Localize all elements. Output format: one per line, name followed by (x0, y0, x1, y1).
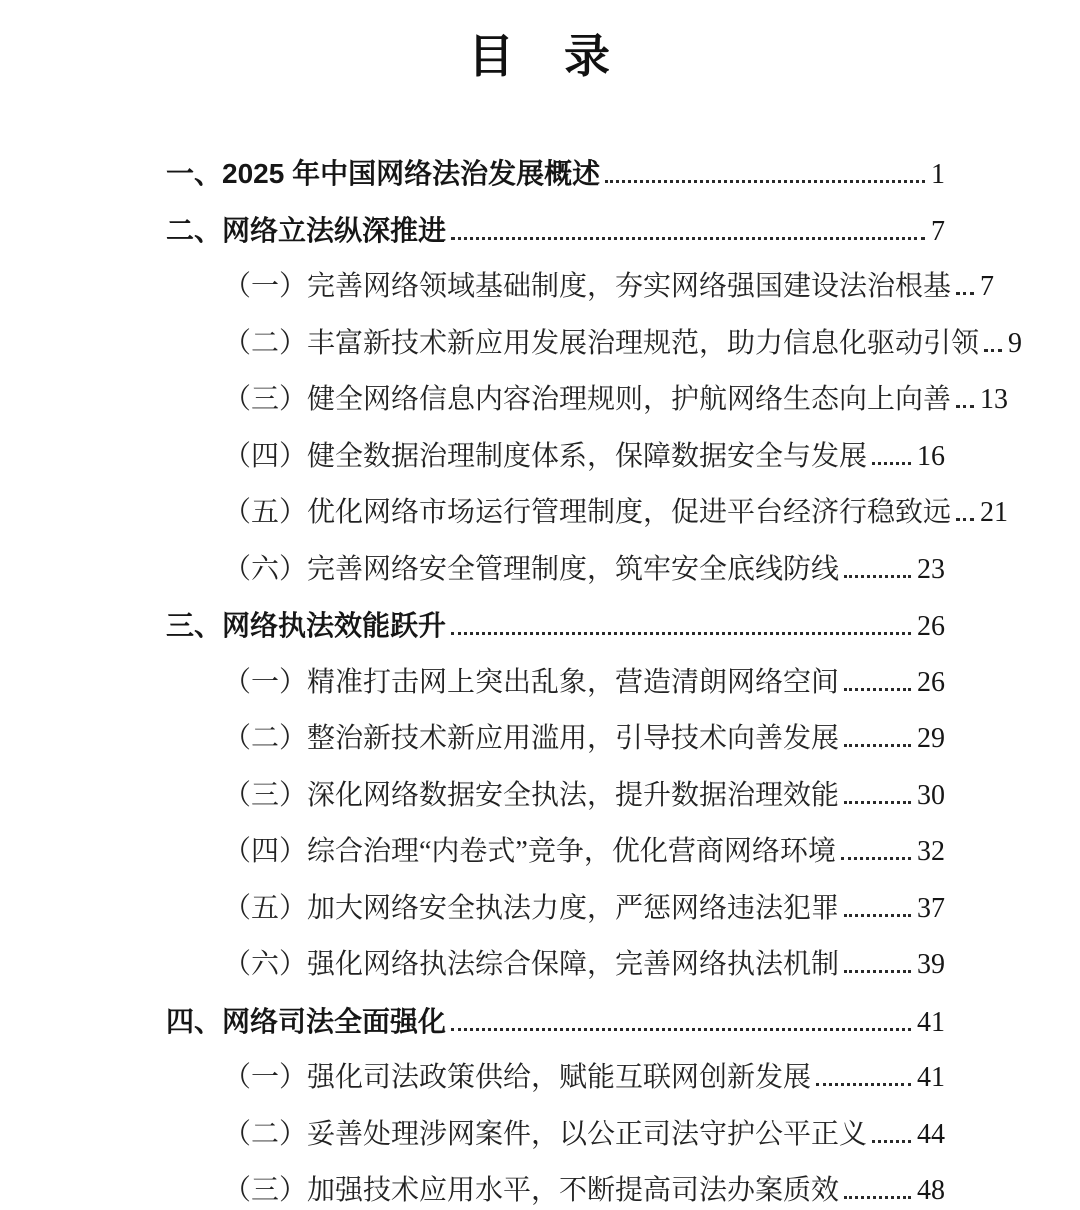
toc-entry[interactable] (166, 203, 945, 260)
page-title: 目 录 (468, 30, 612, 82)
dot-leader-icon (872, 462, 911, 465)
toc-entry-page: 7 (931, 215, 945, 247)
toc-entry-label: 二、网络立法纵深推进 (166, 214, 447, 246)
toc-entry[interactable] (166, 1050, 945, 1107)
toc-entry[interactable] (166, 372, 1009, 429)
toc-entry-page: 23 (917, 553, 945, 585)
toc-entry-label: （三）深化网络数据安全执法，提升数据治理效能 (223, 779, 840, 811)
dot-leader-icon (816, 1083, 911, 1086)
toc-entry-page: 39 (917, 949, 945, 980)
dot-leader-icon (844, 688, 911, 691)
toc-entry[interactable] (166, 994, 945, 1051)
toc-entry-page: 7 (980, 271, 995, 302)
dot-leader-icon (956, 405, 974, 408)
dot-leader-icon (605, 180, 925, 183)
toc-entry-page: 26 (917, 611, 945, 642)
toc-entry-label: （一）强化司法政策供给，赋能互联网创新发展 (223, 1062, 812, 1093)
toc-entry[interactable] (166, 655, 945, 712)
toc-entry-label: （二）妥善处理涉网案件，以公正司法守护公平正义 (223, 1118, 868, 1150)
toc-entry-page: 26 (917, 666, 945, 698)
toc-entry-label: （三）健全网络信息内容治理规则，护航网络生态向上向善 (223, 384, 952, 415)
toc-entry-page: 30 (917, 779, 945, 811)
toc-entry-page: 41 (917, 1062, 945, 1093)
dot-leader-icon (844, 970, 911, 973)
dot-leader-icon (844, 1196, 911, 1199)
toc-entry-label: 四、网络司法全面强化 (166, 1005, 447, 1037)
dot-leader-icon (844, 744, 911, 747)
dot-leader-icon (451, 237, 925, 240)
dot-leader-icon (844, 801, 911, 804)
toc-entry[interactable] (166, 259, 995, 316)
dot-leader-icon (956, 292, 974, 295)
toc-entry-label: （五）优化网络市场运行管理制度，促进平台经济行稳致远 (223, 497, 952, 528)
toc-entry-label: （四）综合治理“内卷式”竞争，优化营商网络环境 (223, 836, 836, 867)
toc-entry-label: 三、网络执法效能跃升 (166, 610, 447, 641)
toc-entry-label: （三）加强技术应用水平，不断提高司法办案质效 (223, 1175, 840, 1206)
toc-entry-page: 37 (917, 892, 945, 924)
dot-leader-icon (841, 857, 911, 860)
dot-leader-icon (956, 518, 974, 521)
dot-leader-icon (451, 1028, 911, 1031)
toc-entry-page: 16 (917, 440, 945, 472)
toc-entry-label: （五）加大网络安全执法力度，严惩网络违法犯罪 (223, 892, 840, 924)
toc-entry-label: （一）完善网络领域基础制度，夯实网络强国建设法治根基 (223, 271, 952, 302)
toc-entry-label: （六）强化网络执法综合保障，完善网络执法机制 (223, 949, 840, 980)
toc-entry-label: （二）整治新技术新应用滥用，引导技术向善发展 (223, 723, 840, 754)
toc-entry[interactable] (166, 937, 945, 994)
dot-leader-icon (872, 1140, 911, 1143)
toc-entry[interactable] (166, 146, 945, 203)
toc-entry[interactable] (166, 598, 945, 655)
toc-entry-page: 21 (980, 497, 1009, 528)
toc-entry-page: 29 (917, 723, 945, 754)
dot-leader-icon (984, 349, 1002, 352)
toc-entry-label: （一）精准打击网上突出乱象，营造清朗网络空间 (223, 666, 840, 698)
toc-entry[interactable] (166, 1163, 945, 1210)
toc-entry[interactable] (166, 711, 945, 768)
toc-entry-page: 1 (931, 159, 945, 190)
toc-list (166, 146, 1023, 1210)
toc-entry-page: 9 (1008, 327, 1023, 359)
toc-entry[interactable] (166, 824, 945, 881)
toc-entry[interactable] (166, 768, 945, 825)
toc-entry[interactable] (166, 485, 1009, 542)
toc-entry-page: 44 (917, 1118, 945, 1150)
toc-entry-page: 41 (917, 1006, 945, 1038)
toc-entry-page: 48 (917, 1175, 945, 1206)
toc-entry-label: 一、2025 年中国网络法治发展概述 (166, 158, 601, 189)
toc-entry-label: （六）完善网络安全管理制度，筑牢安全底线防线 (223, 553, 840, 585)
toc-entry[interactable] (166, 881, 945, 938)
toc-entry[interactable] (166, 429, 945, 486)
dot-leader-icon (844, 914, 911, 917)
dot-leader-icon (451, 632, 911, 635)
toc-entry[interactable] (166, 316, 1023, 373)
toc-entry-page: 13 (980, 384, 1009, 415)
toc-entry[interactable] (166, 1107, 945, 1164)
dot-leader-icon (844, 575, 911, 578)
toc-entry-label: （二）丰富新技术新应用发展治理规范，助力信息化驱动引领 (223, 327, 980, 359)
toc-entry-page: 32 (917, 836, 945, 867)
toc-entry[interactable] (166, 542, 945, 599)
toc-entry-label: （四）健全数据治理制度体系，保障数据安全与发展 (223, 440, 868, 472)
